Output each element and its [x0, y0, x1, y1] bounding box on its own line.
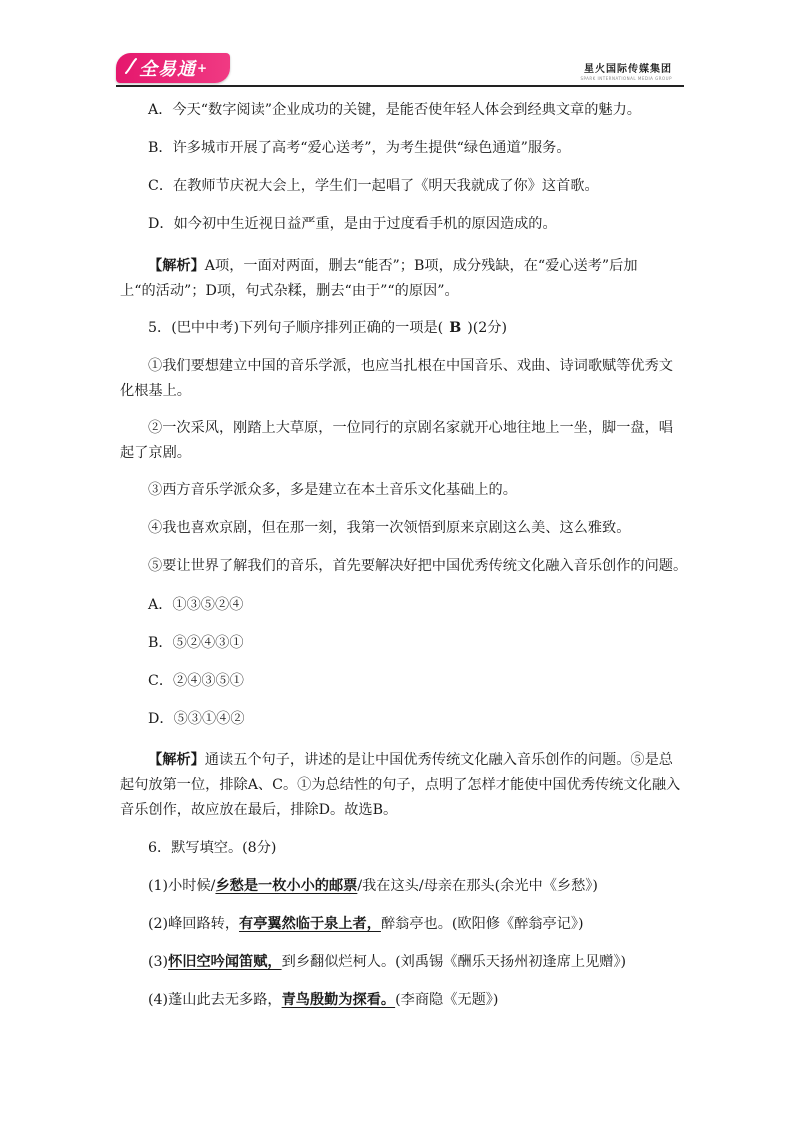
fill-2-answer: 有亭翼然临于泉上者，	[239, 916, 381, 932]
fill-4-answer: 青鸟殷勤为探看。	[281, 992, 396, 1008]
header-divider	[116, 85, 684, 87]
fill-3-suffix: 到乡翻似烂柯人。(刘禹锡《酬乐天扬州初逢席上见赠》)	[281, 954, 627, 970]
analysis-text: 通读五个句子，讲述的是让中国优秀传统文化融入音乐创作的问题。⑤是总	[204, 752, 673, 768]
brand	[580, 60, 672, 81]
sentence-5: ⑤要让世界了解我们的音乐，首先要解决好把中国优秀传统文化融入音乐创作的问题。	[148, 558, 688, 574]
fill-blank-1	[120, 874, 598, 899]
sentence-2-line-2: 起了京剧。	[120, 445, 191, 461]
logo	[116, 53, 230, 83]
option-c: C．在教师节庆祝大会上，学生们一起唱了《明天我就成了你》这首歌。	[148, 178, 599, 194]
question-5	[120, 316, 507, 341]
q5-option-d: D．⑤③①④②	[148, 711, 245, 727]
fill-blank-2	[120, 912, 584, 937]
fill-3-answer: 怀旧空吟闻笛赋，	[168, 954, 282, 970]
sentence-1-line-1: ①我们要想建立中国的音乐学派，也应当扎根在中国音乐、戏曲、诗词歌赋等优秀文	[148, 358, 673, 374]
question-5-answer: B	[449, 320, 462, 336]
fill-3-prefix: (3)	[148, 954, 169, 970]
fill-4-prefix: (4)蓬山此去无多路，	[148, 992, 282, 1008]
fill-blank-4	[120, 988, 498, 1013]
analysis-label: 【解析】	[148, 752, 205, 768]
logo-plus: +	[196, 61, 208, 75]
question-5-suffix: )(2分)	[467, 320, 508, 336]
logo-swoosh-icon	[124, 57, 138, 77]
analysis-2-line-3: 音乐创作，故应放在最后，排除D。故选B。	[120, 802, 398, 818]
option-d: D．如今初中生近视日益严重，是由于过度看手机的原因造成的。	[148, 216, 557, 232]
analysis-text: A项，一面对两面，删去“能否”；B项，成分残缺，在“爱心送考”后加	[204, 258, 638, 274]
option-b: B．许多城市开展了高考“爱心送考”，为考生提供“绿色通道”服务。	[148, 140, 571, 156]
fill-1-prefix: (1)小时候/	[148, 878, 216, 894]
brand-name: 星火国际传媒集团	[584, 64, 672, 75]
sentence-3: ③西方音乐学派众多，多是建立在本土音乐文化基础上的。	[148, 482, 517, 498]
fill-1-suffix: /我在这头/母亲在那头(余光中《乡愁》)	[357, 878, 598, 894]
question-6: 6．默写填空。(8分)	[148, 840, 277, 856]
logo-text: 全易通	[138, 59, 196, 80]
brand-subtitle: SPARK INTERNATIONAL MEDIA GROUP	[580, 76, 672, 81]
fill-blank-3	[120, 950, 626, 975]
question-5-prefix: 5．(巴中中考)下列句子顺序排列正确的一项是(	[148, 320, 444, 336]
analysis-label: 【解析】	[148, 258, 205, 274]
q5-option-b: B．⑤②④③①	[148, 635, 244, 651]
sentence-1-line-2: 化根基上。	[120, 383, 191, 399]
fill-2-prefix: (2)峰回路转，	[148, 916, 240, 932]
analysis-1-line-2: 上“的活动”；D项，句式杂糅，删去“由于”“的原因”。	[120, 283, 459, 299]
sentence-2-line-1: ②一次采风，刚踏上大草原，一位同行的京剧名家就开心地往地上一坐，脚一盘，唱	[148, 420, 673, 436]
page-header	[0, 0, 800, 100]
fill-1-answer: 乡愁是一枚小小的邮票	[215, 878, 358, 894]
analysis-1-line-1	[120, 254, 638, 279]
fill-2-suffix: 醉翁亭也。(欧阳修《醉翁亭记》)	[380, 916, 584, 932]
option-a: A．今天“数字阅读”企业成功的关键，是能否使年轻人体会到经典文章的魅力。	[148, 102, 641, 118]
q5-option-c: C．②④③⑤①	[148, 673, 244, 689]
fill-4-suffix: (李商隐《无题》)	[395, 992, 499, 1008]
q5-option-a: A．①③⑤②④	[148, 597, 244, 613]
analysis-2-line-1	[120, 748, 673, 773]
analysis-2-line-2: 起句放第一位，排除A、C。①为总结性的句子，点明了怎样才能使中国优秀传统文化融入	[120, 777, 681, 793]
sentence-4: ④我也喜欢京剧，但在那一刻，我第一次领悟到原来京剧这么美、这么雅致。	[148, 520, 631, 536]
